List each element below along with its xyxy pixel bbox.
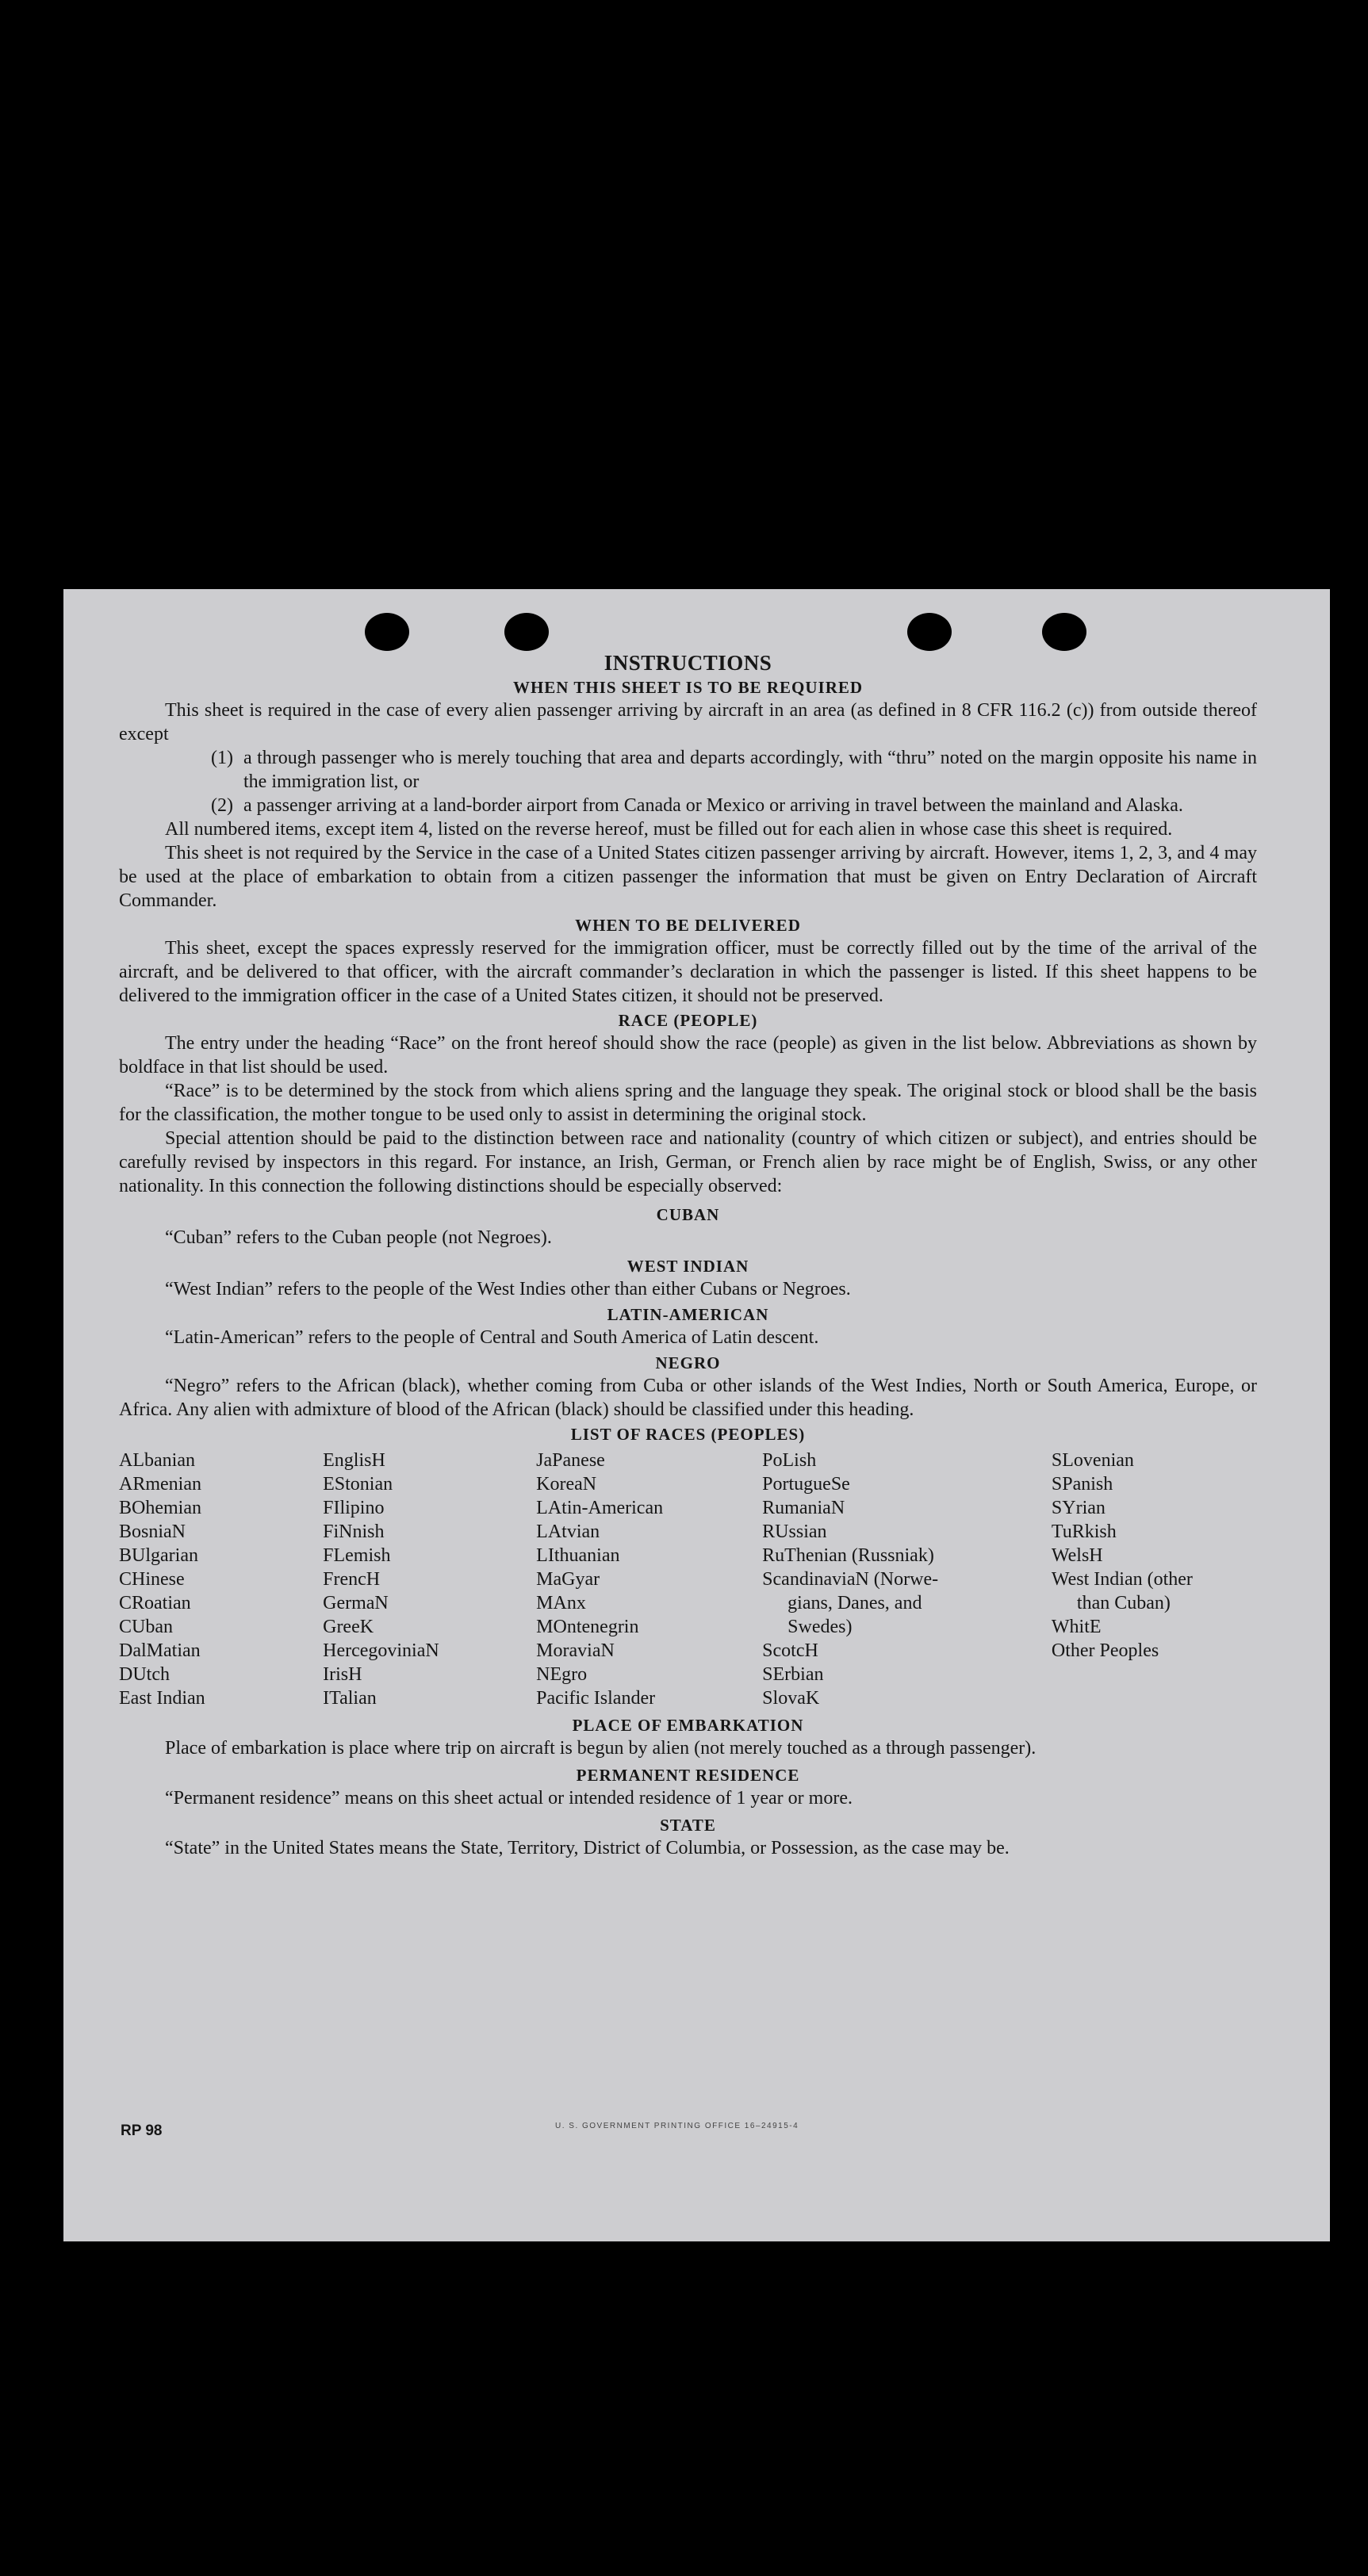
race-entry: SLovenian [1051, 1450, 1134, 1471]
when-required-intro: This sheet is required in the case of every alien passenger arriving by aircraft in an area (as defined in 8 CFR 116.2 (c)) from outside thereof except [119, 700, 1257, 744]
race-entry: WelsH [1051, 1545, 1103, 1566]
race-entry: ScandinaviaN (Norwe- [762, 1569, 939, 1590]
state-paragraph: “State” in the United States means the State, Territory, District of Columbia, or Possession, as the case may be. [165, 1838, 1010, 1858]
cuban-paragraph: “Cuban” refers to the Cuban people (not Negroes). [165, 1227, 552, 1248]
race-entry: GermaN [323, 1593, 389, 1613]
exception-number: (2) [211, 795, 233, 816]
race-entry: ALbanian [119, 1450, 195, 1471]
exception-number: (1) [211, 748, 233, 768]
heading-permanent-residence: PERMANENT RESIDENCE [576, 1766, 800, 1785]
race-paragraph-3: Special attention should be paid to the distinction between race and nationality (country of which citizen or subject), and entries should be carefully revised by inspectors in this regard. For instance, an Irish, German, or French alien by race might be of English, Swiss, or any other nationality. In this connection the following distinctions should be especially observed: [119, 1128, 1257, 1196]
heading-cuban: CUBAN [656, 1205, 720, 1224]
race-entry: KoreaN [536, 1474, 597, 1495]
race-entry: WhitE [1051, 1617, 1102, 1637]
race-paragraph-1: The entry under the heading “Race” on the front hereof should show the race (people) as given in the list below. Abbreviations as shown by boldface in that list should be used. [119, 1033, 1257, 1077]
race-entry: CUban [119, 1617, 173, 1637]
embarkation-paragraph: Place of embarkation is place where trip on aircraft is begun by alien (not merely touched as a through passenger). [165, 1738, 1037, 1759]
race-paragraph-2: “Race” is to be determined by the stock from which aliens spring and the language they speak. The original stock or blood shall be the basis for the classification, the mother tongue to be used only to assist in determining the original stock. [119, 1081, 1257, 1125]
race-entry: BOhemian [119, 1498, 201, 1518]
race-column [762, 1449, 1052, 1710]
form-number: RP 98 [121, 2122, 163, 2139]
race-entry: SPanish [1051, 1474, 1113, 1495]
punch-hole [907, 613, 952, 651]
heading-list-of-races: LIST OF RACES (PEOPLES) [570, 1425, 806, 1444]
race-column [1052, 1449, 1257, 1710]
race-column [536, 1449, 762, 1710]
permanent-residence-paragraph: “Permanent residence” means on this sheet actual or intended residence of 1 year or more. [165, 1788, 853, 1809]
race-entry: East Indian [119, 1688, 205, 1709]
race-entry: BosniaN [119, 1521, 186, 1542]
race-entry: IrisH [323, 1664, 362, 1685]
heading-when-required: WHEN THIS SHEET IS TO BE REQUIRED [512, 678, 864, 697]
race-entry: Swedes) [787, 1617, 853, 1637]
heading-west-indian: WEST INDIAN [627, 1257, 749, 1276]
exception-item [211, 746, 1257, 794]
race-entry: LAtvian [536, 1521, 600, 1542]
heading-when-delivered: WHEN TO BE DELIVERED [575, 916, 801, 935]
printer-imprint: U. S. GOVERNMENT PRINTING OFFICE 16–24915-4 [555, 2122, 799, 2130]
race-entry: CRoatian [119, 1593, 191, 1613]
race-entry: FIlipino [323, 1498, 385, 1518]
punch-hole [504, 613, 549, 651]
race-entry: FLemish [323, 1545, 391, 1566]
race-entry: than Cuban) [1076, 1593, 1171, 1613]
heading-embarkation: PLACE OF EMBARKATION [572, 1716, 804, 1735]
race-entry: SlovaK [762, 1688, 820, 1709]
race-entry: EStonian [323, 1474, 393, 1495]
heading-race: RACE (PEOPLE) [618, 1011, 758, 1030]
west-indian-paragraph: “West Indian” refers to the people of the West Indies other than either Cubans or Negroes. [165, 1279, 851, 1299]
race-entry: RuThenian (Russniak) [762, 1545, 934, 1566]
race-entry: MOntenegrin [536, 1617, 639, 1637]
heading-negro: NEGRO [655, 1353, 721, 1372]
heading-state: STATE [660, 1816, 716, 1835]
negro-paragraph: “Negro” refers to the African (black), whether coming from Cuba or other islands of the West Indies, North or South America, Europe, or Africa. Any alien with admixture of blood of the African (black) should be classified under this heading. [119, 1376, 1257, 1420]
heading-latin-american: LATIN-AMERICAN [607, 1305, 769, 1324]
race-entry: TuRkish [1051, 1521, 1117, 1542]
document-title: INSTRUCTIONS [604, 651, 772, 675]
race-entry: PoLish [762, 1450, 817, 1471]
when-delivered-paragraph: This sheet, except the spaces expressly reserved for the immigration officer, must be correctly filled out by the time of the arrival of the aircraft, and be delivered to that officer, with the aircraft commander’s declaration in which the passenger is listed. If this sheet happens to be delivered to the immigration officer in the case of a United States citizen, it should not be preserved. [119, 938, 1257, 1006]
exception-text: a through passenger who is merely touching that area and departs accordingly, with “thru” noted on the margin opposite his name in the immigration list, or [243, 748, 1257, 792]
race-entry: Other Peoples [1051, 1640, 1159, 1661]
race-entry: West Indian (other [1051, 1569, 1193, 1590]
race-entry: NEgro [536, 1664, 588, 1685]
race-entry: CHinese [119, 1569, 185, 1590]
race-column [323, 1449, 536, 1710]
instruction-sheet [63, 589, 1330, 2241]
race-entry: LIthuanian [536, 1545, 620, 1566]
race-entry: JaPanese [536, 1450, 605, 1471]
race-list [119, 1449, 1257, 1710]
exception-text: a passenger arriving at a land-border airport from Canada or Mexico or arriving in travel between the mainland and Alaska. [243, 795, 1183, 816]
race-entry: LAtin-American [536, 1498, 664, 1518]
race-entry: RumaniaN [762, 1498, 845, 1518]
race-entry: MoraviaN [536, 1640, 615, 1661]
latin-american-paragraph: “Latin-American” refers to the people of Central and South America of Latin descent. [165, 1327, 819, 1348]
race-entry: ARmenian [119, 1474, 201, 1495]
race-column [119, 1449, 323, 1710]
race-entry: RUssian [762, 1521, 827, 1542]
race-entry: ScotcH [762, 1640, 818, 1661]
race-entry: EnglisH [323, 1450, 385, 1471]
race-entry: HercegoviniaN [323, 1640, 439, 1661]
race-entry: GreeK [323, 1617, 374, 1637]
citizen-paragraph: This sheet is not required by the Service in the case of a United States citizen passenger arriving by aircraft. However, items 1, 2, 3, and 4 may be used at the place of embarkation to obtain from a citizen passenger the information that must be given on Entry Declaration of Aircraft Commander. [119, 843, 1257, 911]
race-entry: SErbian [762, 1664, 824, 1685]
race-entry: BUlgarian [119, 1545, 198, 1566]
race-entry: FiNnish [323, 1521, 385, 1542]
numbered-items-paragraph: All numbered items, except item 4, listed on the reverse hereof, must be filled out for each alien in whose case this sheet is required. [165, 819, 1173, 840]
race-entry: Pacific Islander [536, 1688, 656, 1709]
race-entry: DalMatian [119, 1640, 201, 1661]
race-entry: FrencH [323, 1569, 381, 1590]
race-entry: SYrian [1051, 1498, 1106, 1518]
race-entry: gians, Danes, and [787, 1593, 922, 1613]
punch-hole [1042, 613, 1086, 651]
race-entry: PortugueSe [762, 1474, 850, 1495]
exception-item [211, 794, 1257, 817]
race-entry: MAnx [536, 1593, 586, 1613]
punch-hole [365, 613, 409, 651]
race-entry: DUtch [119, 1664, 170, 1685]
race-entry: ITalian [323, 1688, 377, 1709]
race-entry: MaGyar [536, 1569, 600, 1590]
